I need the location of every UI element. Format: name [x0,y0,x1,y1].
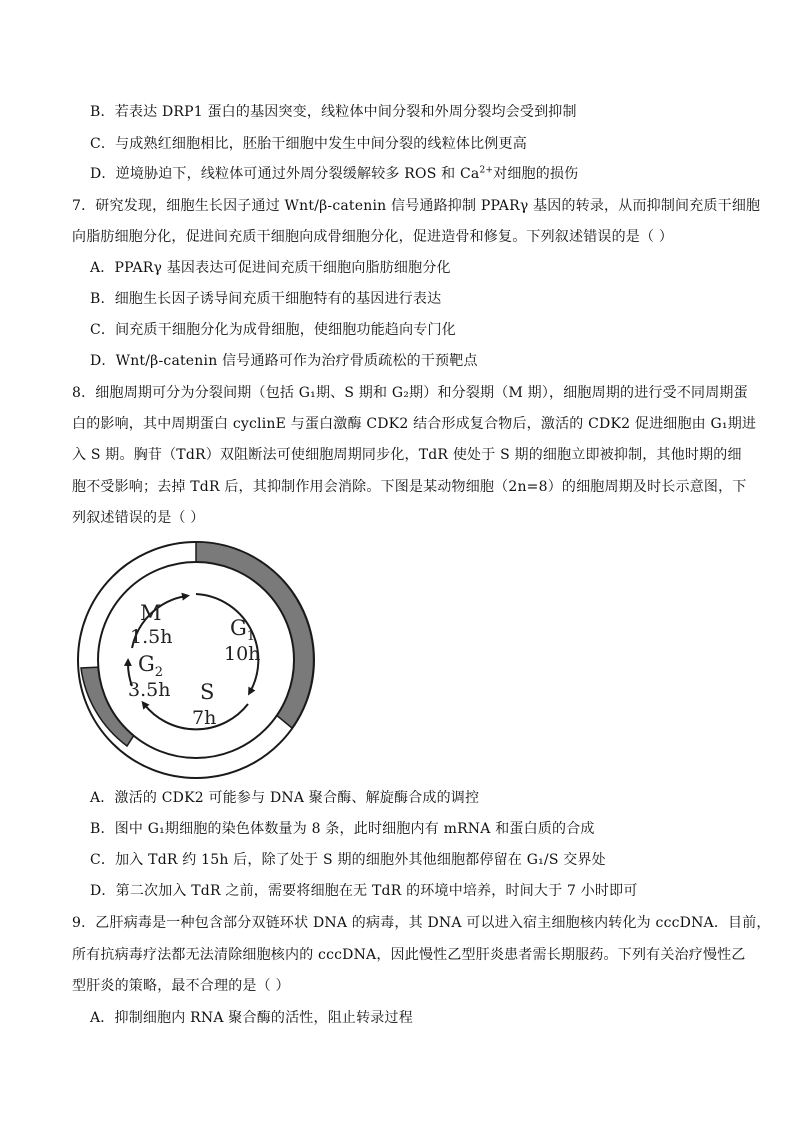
phase-g2-sub: 2 [154,665,164,680]
q8-stem-line-2: 白的影响，其中周期蛋白 cyclinE 与蛋白激酶 CDK2 结合形成复合物后，激活的 CDK2 促进细胞由 G₁期进 [72,416,757,432]
q8-option-d: D．第二次加入 TdR 之前，需要将细胞在无 TdR 的环境中培养，时间大于 7 小时即可 [90,883,638,899]
phase-g1-duration: 10h [224,643,261,665]
phase-g2-duration: 3.5h [128,679,171,701]
q8-stem-line-4: 胞不受影响；去掉 TdR 后，其抑制作用会消除。下图是某动物细胞（2n=8）的细胞周期及时长示意图，下 [72,479,747,495]
q6-option-b: B．若表达 DRP1 蛋白的基因突变，线粒体中间分裂和外周分裂均会受到抑制 [90,104,577,120]
q8-stem-line-3: 入 S 期。胸苷（TdR）双阻断法可使细胞周期同步化，TdR 使处于 S 期的细胞立即被抑制，其他时期的细 [72,447,742,463]
phase-m-label: M [140,601,162,625]
phase-g1-sub: 1 [246,629,256,644]
phase-g2-letter: G [138,652,155,676]
q7-option-c: C．间充质干细胞分化为成骨细胞，使细胞功能趋向专门化 [90,322,456,338]
phase-m-duration: 1.5h [130,626,173,648]
q6-option-d-tail: 对细胞的损伤 [493,166,579,182]
q7-stem-line-1: 7．研究发现，细胞生长因子通过 Wnt/β-catenin 信号通路抑制 PPARγ 基因的转录，从而抑制间充质干细胞 [72,198,761,214]
q8-stem-line-5: 列叙述错误的是（ ） [72,510,205,526]
q6-option-c: C．与成熟红细胞相比，胚胎干细胞中发生中间分裂的线粒体比例更高 [90,136,527,152]
cell-cycle-diagram [72,536,320,784]
phase-s-label: S [200,680,215,704]
q6-option-d-text: D．逆境胁迫下，线粒体可通过外周分裂缓解较多 ROS 和 Ca [90,166,480,182]
q8-option-c: C．加入 TdR 约 15h 后，除了处于 S 期的细胞外其他细胞都停留在 G₁/S 交界处 [90,852,606,868]
q7-stem-line-2: 向脂肪细胞分化，促进间充质干细胞向成骨细胞分化，促进造骨和修复。下列叙述错误的是（ ） [72,229,674,245]
q8-option-b: B．图中 G₁期细胞的染色体数量为 8 条，此时细胞内有 mRNA 和蛋白质的合成 [90,821,595,837]
phase-s-duration: 7h [192,707,217,729]
q9-option-a: A．抑制细胞内 RNA 聚合酶的活性，阻止转录过程 [90,1010,413,1026]
q6-option-d [90,164,578,184]
q7-option-a: A．PPARγ 基因表达可促进间充质干细胞向脂肪细胞分化 [90,260,451,276]
calcium-superscript: 2+ [479,165,494,176]
q8-stem-line-1: 8．细胞周期可分为分裂间期（包括 G₁期、S 期和 G₂期）和分裂期（M 期），细胞周期的进行受不同周期蛋 [72,385,748,401]
q9-stem-line-2: 所有抗病毒疗法都无法清除细胞核内的 cccDNA，因此慢性乙型肝炎患者需长期服药。下列有关治疗慢性乙 [72,947,746,963]
q9-stem-line-1: 9．乙肝病毒是一种包含部分双链环状 DNA 的病毒，其 DNA 可以进入宿主细胞核内转化为 cccDNA．目前， [72,915,771,931]
q8-option-a: A．激活的 CDK2 可能参与 DNA 聚合酶、解旋酶合成的调控 [90,790,480,806]
q9-stem-line-3: 型肝炎的策略，最不合理的是（ ） [72,978,290,994]
q7-option-b: B．细胞生长因子诱导间充质干细胞特有的基因进行表达 [90,291,442,307]
phase-g1-letter: G [230,616,247,640]
q7-option-d: D．Wnt/β-catenin 信号通路可作为治疗骨质疏松的干预靶点 [90,353,478,369]
